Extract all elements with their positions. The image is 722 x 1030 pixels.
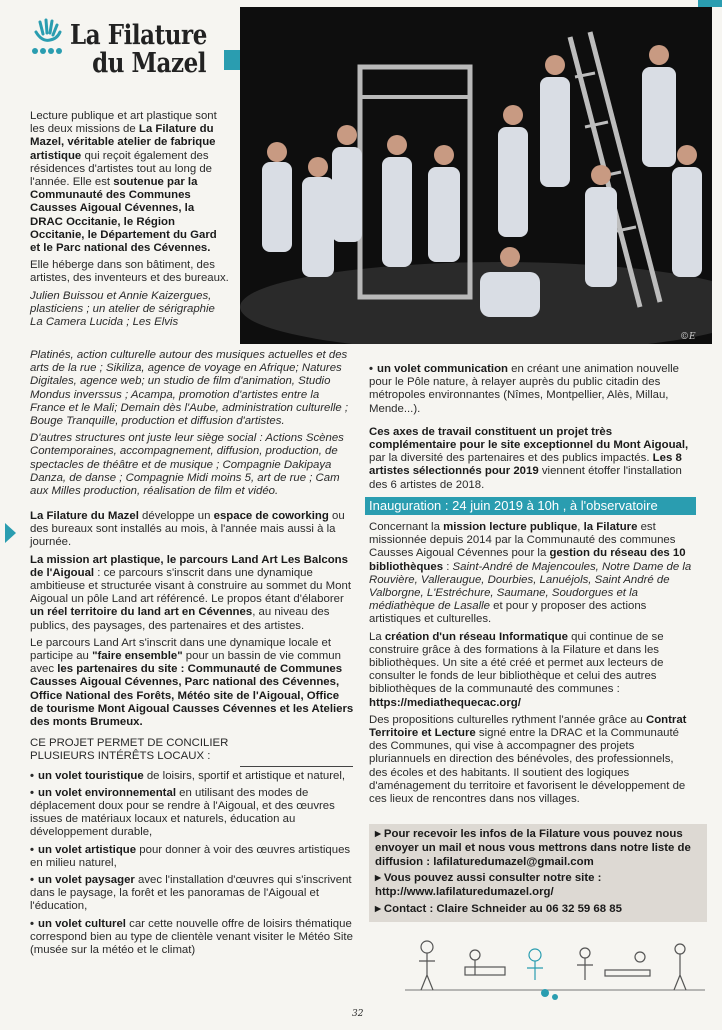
coworking-a: La Filature du Mazel — [30, 510, 139, 522]
intro-hosting: Elle héberge dans son bâtiment, des artistes, des inventeurs et des bureaux. — [30, 259, 229, 285]
contract-b: Contrat Territoire et Lecture — [369, 713, 687, 740]
right-column-bottom — [369, 521, 694, 806]
phone-text: Contact : Claire Schneider au 06 32 59 68 85 — [383, 902, 622, 915]
website-text: Vous pouvez aussi consulter notre site : http://www.lafilaturedumazel.org/ — [375, 872, 602, 899]
partners-b: "faire ensemble" — [92, 650, 183, 663]
heading-rule — [240, 766, 353, 767]
other-structures-text: D'autres structures ont juste leur siège social : Actions Scènes Contemporaines, accompagnement, diffusion, production, de spectacles de théâtre et de musique ; Compagnie Dakipaya Danza, de danse ; Compagnie Midi moins 5, art de rue ; Cam aux Milles production, réalisation de film et vidéo. — [30, 432, 344, 498]
land-art-paragraph — [30, 554, 355, 633]
contract-a: Des propositions culturelles rythment l'année grâce au — [369, 713, 646, 726]
residents-continued-text: Platinés, action culturelle autour des musiques actuelles et des arts de la rue ; Sikiliza, agence de voyage en Afrique; Natures Digitales, agence web; un studio de film d'animation, Studio Mondus inverssus ; Acampa, promotion d'artistes entre la France et le Mali; Demain dès l'Aube, administration culturelle ; Bouge Tranquille, production et diffusion d'artistes. — [30, 349, 349, 428]
partners-d: les partenaires du site : Communauté de Communes Causses Aigoual Cévennes, Parc national des Cévennes, Office National des Forêts, Météo site de l'Aigoual, Office de tourisme Mont Aigoual Causses Cévennes et les Ateliers des monts Brumeux. — [30, 663, 354, 729]
svg-text:©E: ©E — [680, 332, 696, 342]
reading-h: Saint-André de Majencoules, Notre Dame de la Rouvière, Valleraugue, Dourbies, Lanuéjols, Saint André de Valborgne, L'Estréchure, Saumane, Soudorgues et la médiathèque de Lasalle — [369, 560, 692, 613]
coworking-b: développe un — [138, 510, 214, 522]
title-line-2: du Mazel — [92, 48, 207, 79]
mediatheque-link[interactable]: https://mediathequecac.org/ — [369, 696, 521, 709]
contact-box — [369, 824, 707, 922]
inauguration-banner: Inauguration : 24 juin 2019 à 10h , à l'observatoire — [365, 497, 696, 515]
list-item-text: en créant une animation nouvelle pour le Pôle nature, à relayer auprès du public citadin des métropoles environnantes (Nîmes, Montpellier, Alès, Millau, Mende...). — [369, 363, 679, 415]
mailing-list-info: ▸ Pour recevoir les infos de la Filature vous pouvez nous envoyer un mail et nous vous mettrons dans notre liste de diffusion : lafilaturedumazel@gmail.com — [375, 828, 691, 868]
coworking-paragraph — [30, 510, 355, 550]
reading-d: la Filature — [583, 521, 638, 533]
intro-residents — [30, 290, 230, 330]
list-item — [30, 844, 355, 870]
page-title — [70, 22, 207, 78]
reading-i: et pour y proposer des actions artistiques et culturelles. — [369, 600, 647, 626]
network-c: qui continue de se construire grâce à des formations à la Filature et dans les bibliothèques. Un site a été créé et permet aux lecteurs de consulter le fonds de leur bibliothèque et celui des autres bibliothèques de la communauté des communes : — [369, 630, 664, 696]
title-accent — [224, 50, 240, 70]
list-item-text: de loisirs, sportif et artistique et naturel, — [143, 769, 346, 782]
library-illustration — [405, 935, 705, 1005]
list-item-bold: un volet artistique — [38, 843, 137, 856]
axes-c: Les 8 artistes sélectionnés pour 2019 — [369, 452, 682, 478]
page-number: 32 — [352, 1009, 364, 1019]
list-item-text: car cette nouvelle offre de loisirs thématique correspond bien au type de clientèle venant visiter le Météo Site (musée sur la météo et le climat) — [30, 917, 353, 957]
group-photo — [240, 7, 712, 344]
reading-c: , — [577, 521, 584, 533]
list-item-bold: un volet culturel — [38, 917, 126, 930]
hand-logo-icon — [30, 18, 66, 58]
intro-text-c: qui reçoit également des résidences d'artistes tout au long de l'année. Elle est — [30, 149, 213, 189]
reading-e: est missionnée depuis 2014 par la Communauté des communes Causses Aigoual Cévennes pour la — [369, 521, 676, 560]
reading-g: : — [443, 560, 453, 573]
interest-list — [30, 770, 355, 958]
list-item-bold: un volet environnemental — [38, 786, 176, 799]
intro-paragraph — [30, 110, 230, 255]
partners-c: pour un bassin de vie commun avec — [30, 650, 341, 676]
left-column-bottom — [30, 510, 355, 961]
coworking-c: espace de coworking — [213, 510, 329, 522]
coworking-marker — [5, 523, 16, 543]
website-info: ▸ Vous pouvez aussi consulter notre site : http://www.lafilaturedumazel.org/ — [375, 872, 602, 899]
land-art-c: un réel territoire du land art en Cévennes — [30, 606, 253, 619]
land-art-a: La mission art plastique, le parcours Land Art Les Balcons de l'Aigoual — [30, 553, 348, 579]
intro-text-d: soutenue par la Communauté des Communes Causses Aigoual Cévennes, la DRAC Occitanie, le Région Occitanie, le Département du Gard et le Parc national des Cévennes. — [30, 176, 217, 255]
axes-d: viennent étoffer l'installation des 6 artistes de 2018. — [369, 465, 682, 491]
list-item-bold: un volet communication — [377, 363, 509, 375]
mailing-list-text: Pour recevoir les infos de la Filature vous pouvez nous envoyer un mail et nous vous mettrons dans notre liste de diffusion : lafilaturedumazel@gmail.com — [375, 828, 691, 868]
project-heading: CE PROJET PERMET DE CONCILIER PLUSIEURS INTÉRÊTS LOCAUX : — [30, 737, 229, 763]
list-item-text: avec l'installation d'œuvres qui s'inscrivent dans le paysage, la forêt et les panoramas de l'Aigoual et l'éducation, — [30, 874, 352, 913]
list-item-text: en utilisant des modes de déplacement doux pour se rendre à l'Aigoual, et des œuvres issues de matériaux locaux et naturels, éducation au développement durable, — [30, 786, 335, 839]
network-b: création d'un réseau Informatique — [384, 630, 568, 643]
axes-a: Ces axes de travail constituent un projet très complémentaire pour le site exceptionnel du Mont Aigoual, — [369, 425, 689, 452]
contract-c: signé entre la DRAC et la Communauté des Communes, qui vise à accompagner des projets pluriannuels en direction des bénévoles, des professionnels, des écoles et des habitants. Il soutient des logiques d'aménagement du territoire et favorisent le développement de ces lieux de rencontres dans nos villages. — [369, 727, 686, 806]
network-a: La — [369, 630, 385, 643]
list-item-bold: un volet touristique — [38, 769, 144, 782]
axes-paragraph — [369, 426, 694, 492]
network-paragraph — [369, 631, 694, 710]
right-column-top — [369, 363, 694, 492]
list-item-bold: un volet paysager — [38, 874, 135, 887]
list-item — [30, 874, 355, 914]
reading-b: mission lecture publique — [443, 521, 578, 533]
partners-paragraph — [30, 637, 355, 729]
intro-text-a: Lecture publique et art plastique sont les deux missions de — [30, 110, 217, 136]
contract-paragraph — [369, 714, 694, 806]
axes-b: par la diversité des partenaires et des publics impactés. — [369, 452, 653, 465]
phone-contact: ▸ Contact : Claire Schneider au 06 32 59 68 85 — [375, 902, 622, 915]
reading-mission-paragraph — [369, 521, 694, 627]
corner-accent — [698, 0, 722, 7]
partners-a: Le parcours Land Art s'inscrit dans une dynamique locale et participe au — [30, 636, 332, 663]
list-item — [369, 363, 694, 416]
reading-a: Concernant la — [369, 521, 444, 533]
list-item — [30, 787, 355, 840]
land-art-b: : ce parcours s'inscrit dans une dynamique ambitieuse et structurée visant à construire au sommet du Mont Aigoual un pôle Land art référencé. Le propos étant d'élaborer — [30, 566, 351, 606]
residents-continued — [30, 349, 355, 428]
list-item — [30, 918, 355, 958]
intro-residents-text: Julien Buissou et Annie Kaizergues, plasticiens ; un atelier de sérigraphie La Camera Lucida ; Les Elvis — [30, 289, 215, 329]
list-item-text: pour donner à voir des œuvres artistiques en milieu naturel, — [30, 843, 351, 869]
other-structures — [30, 432, 355, 498]
reading-f: gestion du réseau des 10 bibliothèques — [369, 547, 686, 573]
title-line-1: La Filature — [70, 20, 207, 51]
list-item — [30, 770, 355, 783]
intro-text-b: La Filature du Mazel, véritable atelier de fabrique artistique — [30, 123, 216, 162]
land-art-d: , au niveau des publics, des paysages, des partenaires et des artistes. — [30, 606, 330, 632]
intro-block — [30, 110, 230, 329]
left-column-top — [30, 349, 355, 498]
coworking-d: ou des bureaux sont installés au mois, à l'année mais aussi à la journée. — [30, 510, 345, 549]
